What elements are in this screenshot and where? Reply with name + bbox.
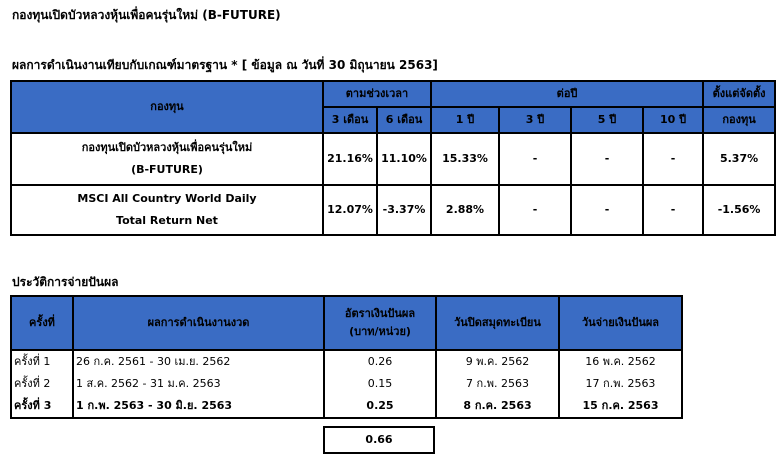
value-6m: -3.37% xyxy=(377,185,431,235)
round: ครั้งที่ 1 xyxy=(11,350,73,373)
table-row xyxy=(11,185,775,235)
dividend-total-table xyxy=(323,426,435,454)
period: 26 ก.ค. 2561 - 30 เม.ย. 2562 xyxy=(73,350,324,373)
pay-date: 16 พ.ค. 2562 xyxy=(559,350,682,373)
header-period: ผลการดำเนินงานงวด xyxy=(73,296,324,350)
table-row xyxy=(11,373,682,395)
value-3m: 12.07% xyxy=(323,185,377,235)
value-3y: - xyxy=(499,133,571,185)
period: 1 ก.พ. 2563 - 30 มิ.ย. 2563 xyxy=(73,395,324,418)
book-close: 9 พ.ค. 2562 xyxy=(436,350,559,373)
rate: 0.26 xyxy=(324,350,436,373)
col-3y: 3 ปี xyxy=(499,107,571,133)
table-row xyxy=(11,350,682,373)
col-6m: 6 เดือน xyxy=(377,107,431,133)
header-period: ตามช่วงเวลา xyxy=(323,81,431,107)
rate: 0.15 xyxy=(324,373,436,395)
fund-name-line1: กองทุนเปิดบัวหลวงหุ้นเพื่อคนรุ่นใหม่ xyxy=(81,141,253,154)
value-since: -1.56% xyxy=(703,185,775,235)
col-1y: 1 ปี xyxy=(431,107,499,133)
table-row xyxy=(11,395,682,418)
fund-name xyxy=(11,133,323,185)
table-row xyxy=(11,133,775,185)
benchmark-name-line2: Total Return Net xyxy=(116,214,218,227)
col-10y: 10 ปี xyxy=(643,107,703,133)
header-book-close: วันปิดสมุดทะเบียน xyxy=(436,296,559,350)
round: ครั้งที่ 3 xyxy=(11,395,73,418)
dividend-table xyxy=(10,295,683,419)
performance-subtitle: ผลการดำเนินงานเทียบกับเกณฑ์มาตรฐาน * [ ข้อมูล ณ วันที่ 30 มิถุนายน 2563] xyxy=(12,58,438,72)
value-since: 5.37% xyxy=(703,133,775,185)
value-5y: - xyxy=(571,133,643,185)
header-pay-date: วันจ่ายเงินปันผล xyxy=(559,296,682,350)
value-3m: 21.16% xyxy=(323,133,377,185)
value-5y: - xyxy=(571,185,643,235)
header-rate xyxy=(324,296,436,350)
benchmark-name-line1: MSCI All Country World Daily xyxy=(77,192,257,205)
header-annual: ต่อปี xyxy=(431,81,703,107)
col-5y: 5 ปี xyxy=(571,107,643,133)
value-3y: - xyxy=(499,185,571,235)
col-3m: 3 เดือน xyxy=(323,107,377,133)
round: ครั้งที่ 2 xyxy=(11,373,73,395)
dividend-total: 0.66 xyxy=(324,427,434,453)
pay-date: 15 ก.ค. 2563 xyxy=(559,395,682,418)
page-title: กองทุนเปิดบัวหลวงหุ้นเพื่อคนรุ่นใหม่ (B-FUTURE) xyxy=(12,8,281,22)
value-10y: - xyxy=(643,185,703,235)
performance-table xyxy=(10,80,776,236)
value-1y: 15.33% xyxy=(431,133,499,185)
value-1y: 2.88% xyxy=(431,185,499,235)
benchmark-name xyxy=(11,185,323,235)
value-6m: 11.10% xyxy=(377,133,431,185)
header-since-inception: ตั้งแต่จัดตั้ง xyxy=(703,81,775,107)
fund-name-line2: (B-FUTURE) xyxy=(131,163,203,176)
rate: 0.25 xyxy=(324,395,436,418)
value-10y: - xyxy=(643,133,703,185)
header-round: ครั้งที่ xyxy=(11,296,73,350)
header-since-inception-2: กองทุน xyxy=(703,107,775,133)
pay-date: 17 ก.พ. 2563 xyxy=(559,373,682,395)
header-rate-line2: (บาท/หน่วย) xyxy=(349,325,411,338)
period: 1 ส.ค. 2562 - 31 ม.ค. 2563 xyxy=(73,373,324,395)
header-fund: กองทุน xyxy=(11,81,323,133)
book-close: 8 ก.ค. 2563 xyxy=(436,395,559,418)
book-close: 7 ก.พ. 2563 xyxy=(436,373,559,395)
dividend-section-title: ประวัติการจ่ายปันผล xyxy=(12,275,119,289)
header-rate-line1: อัตราเงินปันผล xyxy=(344,307,416,320)
